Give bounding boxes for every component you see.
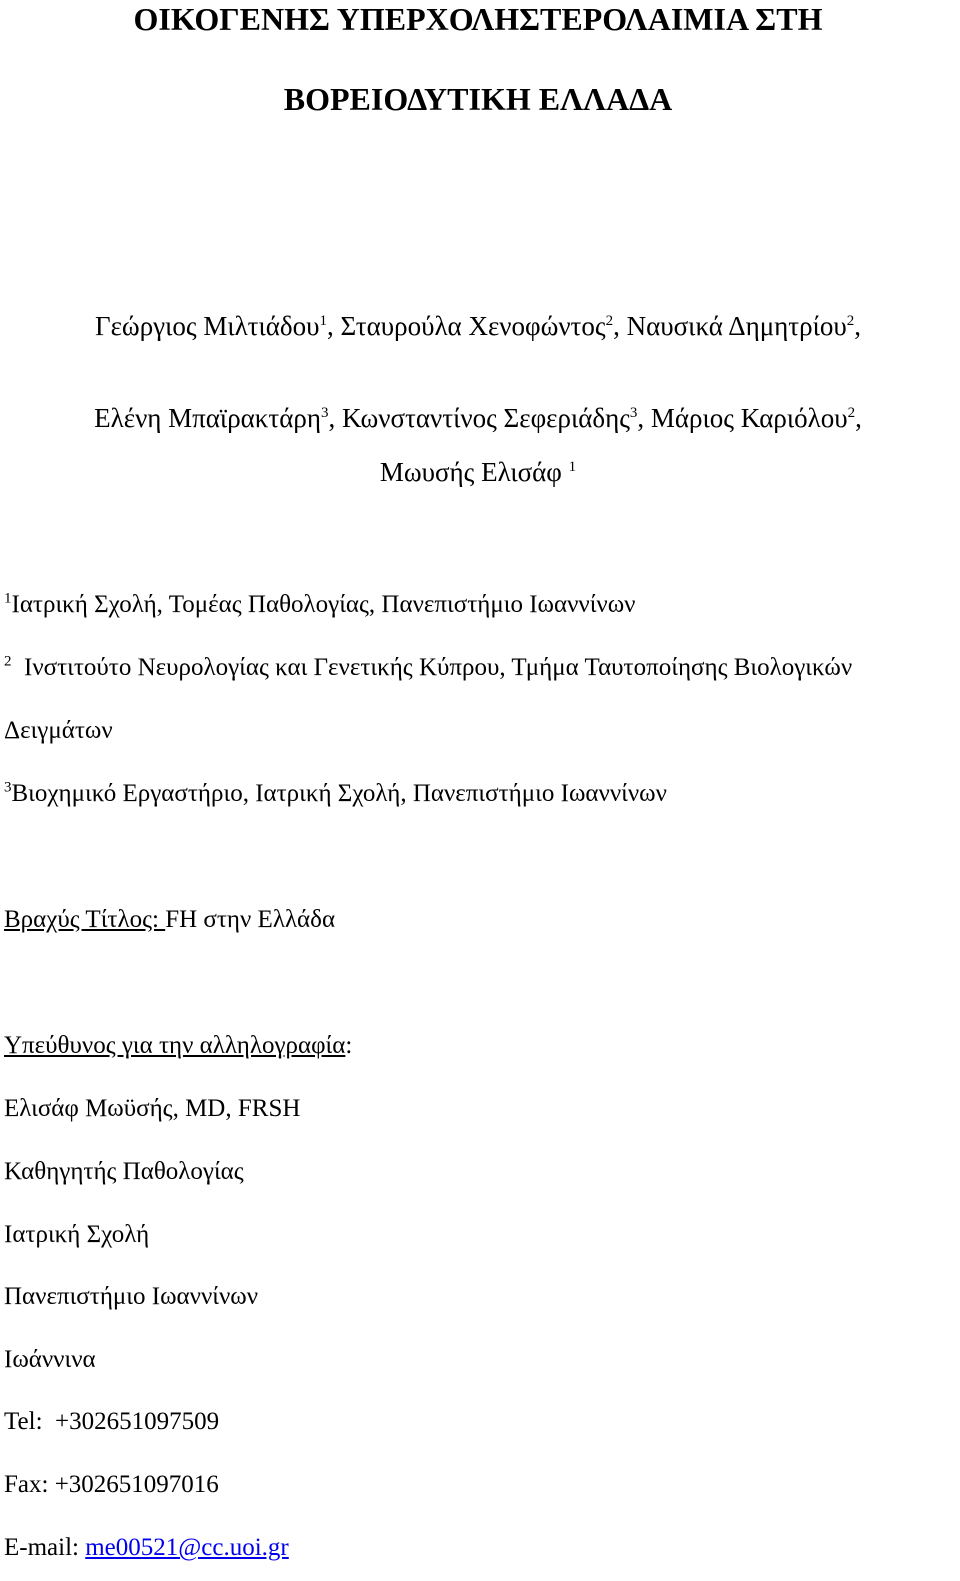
short-title-value: FH στην Ελλάδα (165, 906, 336, 933)
email-label: E-mail: (4, 1534, 86, 1561)
correspondence-heading (4, 1031, 352, 1061)
affiliation-number: 3 (4, 779, 12, 796)
title-line-2: ΒΟΡΕΙΟΔΥΤΙΚΗ ΕΛΛΑΔΑ (283, 81, 673, 117)
affiliation-number: 1 (4, 590, 12, 607)
authors-line-3 (0, 456, 956, 488)
author-affiliation-mark: 2 (846, 313, 855, 329)
author-name: Ελένη Μπαϊρακτάρη (94, 403, 322, 433)
author-name: Ναυσικά Δημητρίου (626, 311, 847, 341)
author-name: Κωνσταντίνος Σεφεριάδης (342, 403, 630, 433)
affiliation-text: Ιατρική Σχολή, Τομέας Παθολογίας, Πανεπιστήμιο Ιωαννίνων (11, 591, 636, 618)
email-link[interactable]: me00521@cc.uoi.gr (85, 1534, 289, 1561)
affiliation-3 (4, 779, 667, 809)
short-title-label: Βραχύς Τίτλος: (4, 906, 166, 933)
author-affiliation-mark: 2 (605, 313, 614, 329)
fax-label: Fax: (4, 1471, 55, 1498)
short-title (4, 905, 335, 935)
correspondence-label: Υπεύθυνος για την αλληλογραφία (4, 1032, 346, 1059)
author-separator: , (855, 403, 862, 433)
author-affiliation-mark: 2 (847, 405, 856, 421)
affiliation-number: 2 (4, 653, 12, 670)
authors-line-2 (0, 402, 956, 434)
affiliation-2 (4, 653, 852, 683)
author-affiliation-mark: 1 (319, 313, 328, 329)
author-separator: , (613, 311, 627, 341)
author-separator: , (327, 311, 341, 341)
affiliation-2-continued: Δειγμάτων (4, 717, 113, 744)
author-affiliation-mark: 3 (629, 405, 638, 421)
author-affiliation-mark: 3 (321, 405, 329, 421)
affiliation-1 (4, 590, 636, 620)
affiliation-text: Ινστιτούτο Νευρολογίας και Γενετικής Κύπρου, Τμήμα Ταυτοποίησης Βιολογικών (24, 654, 853, 681)
author-separator: , (328, 403, 343, 433)
author-separator: , (637, 403, 651, 433)
correspondence-email (4, 1533, 289, 1563)
affiliation-text: Βιοχημικό Εργαστήριο, Ιατρική Σχολή, Πανεπιστήμιο Ιωαννίνων (11, 780, 667, 807)
author-name: Γεώργιος Μιλτιάδου (94, 311, 320, 341)
fax-value: +302651097016 (54, 1471, 219, 1498)
tel-value: +302651097509 (55, 1408, 220, 1435)
author-separator: , (854, 311, 861, 341)
authors-line-1 (0, 310, 956, 342)
title-line-1: ΟΙΚΟΓΕΝΗΣ ΥΠΕΡΧΟΛΗΣΤΕΡΟΛΑΙΜΙΑ ΣΤΗ (133, 1, 823, 37)
correspondence-tel (4, 1407, 219, 1437)
correspondence-position: Καθηγητής Παθολογίας (4, 1158, 244, 1185)
author-name: Μωυσής Ελισάφ (379, 457, 562, 487)
correspondence-fax (4, 1470, 219, 1500)
correspondence-university: Πανεπιστήμιο Ιωαννίνων (4, 1283, 259, 1310)
tel-label: Tel: (4, 1408, 56, 1435)
author-name: Μάριος Καριόλου (650, 403, 848, 433)
correspondence-colon: : (345, 1032, 353, 1059)
correspondence-school: Ιατρική Σχολή (4, 1221, 150, 1248)
correspondence-city: Ιωάννινα (4, 1346, 96, 1373)
correspondence-name: Ελισάφ Μωϋσής, MD, FRSH (4, 1095, 301, 1122)
author-name: Σταυρούλα Χενοφώντος (340, 311, 606, 341)
author-affiliation-mark: 1 (568, 459, 577, 475)
